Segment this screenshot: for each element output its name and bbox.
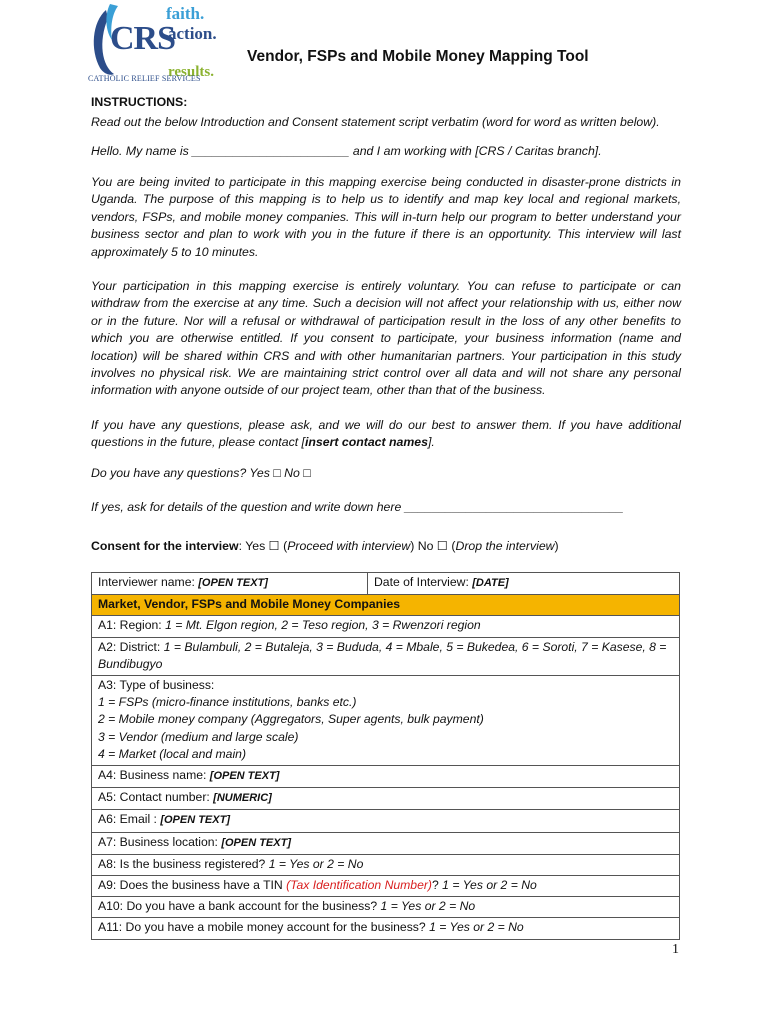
date-tag: [DATE] [472,577,509,589]
consent-proceed: Proceed with interview [287,539,411,553]
questions-text-a: If you have any questions, please ask, and we will do our best to answer them. If you have additional questions in the future, please contact [ [91,418,681,450]
a6-tag: [OPEN TEXT] [160,814,230,827]
table-row [92,832,680,854]
question-a1 [92,616,680,637]
paragraph-invitation: You are being invited to participate in this mapping exercise being conducted in disaster-prone districts in Uganda. The purpose of this mapping is to help us to identify and map key local and regional markets, vendors, FSPs, and mobile money companies. This will in-turn help our program to better understand your business sector and plan to work with you in the future if there is an opportunity. This interview will last approximately 5 to 10 minutes. [91,175,681,259]
a11-options: 1 = Yes or 2 = No [429,920,524,935]
a5-tag: [NUMERIC] [213,792,272,805]
logo-crs-text: CRS [110,20,176,57]
paragraph-questions [91,417,681,452]
a3-option: 4 = Market (local and main) [98,746,247,761]
a3-option: 1 = FSPs (micro-finance institutions, banks etc.) [98,695,357,710]
table-row [92,788,680,810]
a6-label: A6: Email : [98,812,161,827]
a11-label: A11: Do you have a mobile money account for the business? [98,920,430,935]
table-row [92,918,680,939]
a10-label: A10: Do you have a bank account for the business? [98,899,381,914]
a9-label: A9: Does the business have a TIN [98,878,287,893]
contact-names-placeholder: insert contact names [304,435,428,450]
a9-options: 1 = Yes or 2 = No [442,878,537,893]
a1-label: A1: Region: [98,618,166,633]
interviewer-tag: [OPEN TEXT] [198,577,268,589]
a10-options: 1 = Yes or 2 = No [380,899,476,914]
instructions-text: Read out the below Introduction and Consent statement script verbatim (word for word as written below). [91,115,660,129]
table-row [92,876,680,897]
a3-option: 2 = Mobile money company (Aggregators, Super agents, bulk payment) [98,712,484,727]
hello-line: Hello. My name is _______________________ and I am working with [CRS / Caritas branch]. [91,144,602,158]
section-header: Market, Vendor, FSPs and Mobile Money Companies [92,595,680,616]
question-a7 [92,832,680,854]
table-row [92,573,680,595]
question-a9 [92,876,680,897]
a2-label: A2: District: [98,639,164,654]
table-row [92,637,680,675]
instructions-label: INSTRUCTIONS: [91,95,188,109]
a8-options: 1 = Yes or 2 = No [268,856,364,871]
question-a11 [92,918,680,939]
a2-options: 1 = Bulambuli, 2 = Butaleja, 3 = Bududa, 4 = Mbale, 5 = Bukedea, 6 = Soroti, 7 = Kasese, 8 = Bundibugyo [98,639,667,671]
logo-results-text: results. [168,64,214,80]
question-a6 [92,810,680,832]
question-a2 [92,637,680,675]
table-row [92,616,680,637]
question-a8 [92,854,680,875]
a4-label: A4: Business name: [98,768,210,783]
question-a4 [92,766,680,788]
page-title: Vendor, FSPs and Mobile Money Mapping Tool [247,48,589,65]
consent-line [91,538,681,555]
date-label: Date of Interview: [374,575,473,589]
a4-tag: [OPEN TEXT] [209,770,280,783]
a3-option: 3 = Vendor (medium and large scale) [98,729,299,744]
a9-tin-note: (Tax Identification Number) [286,878,432,893]
a3-label: A3: Type of business: [98,678,215,693]
question-a10 [92,897,680,918]
table-row [92,854,680,875]
mapping-form-table [91,572,680,940]
interview-date-cell [368,573,680,595]
interviewer-name-cell [92,573,368,595]
logo-faith-text: faith. [166,4,205,23]
a8-label: A8: Is the business registered? [98,856,269,871]
consent-label: Consent for the interview [91,539,239,553]
question-a3 [92,676,680,766]
a5-label: A5: Contact number: [98,790,214,805]
table-row [92,897,680,918]
if-yes-line: If yes, ask for details of the question and write down here ________________________________ [91,500,624,514]
a7-tag: [OPEN TEXT] [221,836,291,849]
interviewer-label: Interviewer name: [98,575,199,589]
a7-label: A7: Business location: [98,834,222,849]
consent-close: ) [554,539,559,553]
consent-no: ) No ☐ ( [410,539,456,553]
a9-question-mark: ? [431,878,443,893]
logo-subtitle: CATHOLIC RELIEF SERVICES [88,74,201,83]
questions-text-b: ]. [427,435,435,450]
question-a5 [92,788,680,810]
any-questions-line: Do you have any questions? Yes □ No □ [91,466,311,480]
table-row [92,810,680,832]
page-number: 1 [672,942,679,957]
crs-logo [88,2,217,88]
consent-yes: : Yes ☐ ( [238,539,288,553]
table-row [92,595,680,616]
a1-options: 1 = Mt. Elgon region, 2 = Teso region, 3 = Rwenzori region [165,618,481,633]
logo-action-text: action. [168,24,217,43]
table-row [92,676,680,766]
table-row [92,766,680,788]
consent-drop: Drop the interview [455,539,555,553]
paragraph-voluntary: Your participation in this mapping exercise is entirely voluntary. You can refuse to participate or can withdraw from the exercise at any time. Such a decision will not affect your relationship with us, either now or in the future. Nor will a refusal or withdrawal of participation result in the loss of any other benefits to which you are otherwise entitled. If you consent to participate, your business information (name and location) will be shared within CRS and with other humanitarian partners. Your participation in this study involves no physical risk. We are maintaining strict control over all data and will not share any personal information with anyone outside of our project team, other than that of the business. [91,279,681,398]
